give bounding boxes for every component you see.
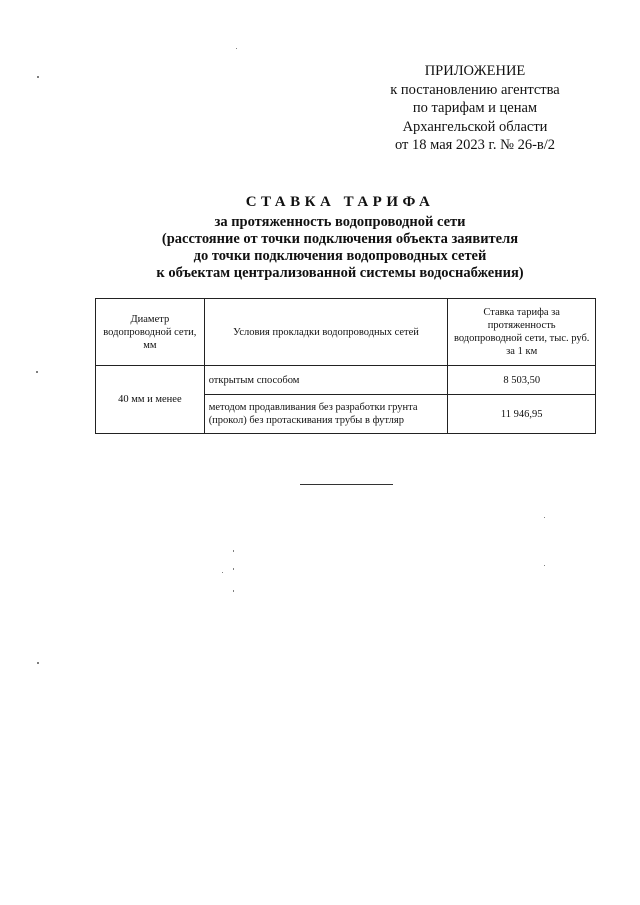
scan-speck — [544, 565, 545, 566]
appendix-date: от 18 мая 2023 г. № 26-в/2 — [394, 137, 556, 153]
appendix-block — [360, 62, 590, 155]
scan-speck — [36, 371, 38, 373]
rate-cell: 8 503,50 — [448, 366, 596, 395]
tariff-table — [95, 298, 596, 434]
condition-cell: методом продавливания без разработки грунта (прокол) без протаскивания трубы в футляр — [204, 395, 448, 434]
title-line: (расстояние от точки подключения объекта заявителя — [161, 231, 519, 247]
appendix-heading: ПРИЛОЖЕНИЕ — [424, 63, 526, 79]
header-conditions: Условия прокладки водопроводных сетей — [204, 299, 448, 366]
appendix-line: Архангельской области — [402, 118, 548, 135]
header-diameter: Диаметр водопроводной сети, мм — [96, 299, 205, 366]
scan-speck — [37, 76, 39, 78]
header-rate: Ставка тарифа за протяженность водопроводной сети, тыс. руб. за 1 км — [448, 299, 596, 366]
diameter-cell: 40 мм и менее — [96, 366, 205, 434]
appendix-line: к постановлению агентства — [390, 81, 560, 98]
table-row — [96, 366, 596, 395]
title-line: до точки подключения водопроводных сетей — [193, 248, 487, 264]
scan-speck — [222, 572, 223, 573]
scan-speck — [233, 568, 234, 570]
title-line: за протяженность водопроводной сети — [214, 214, 466, 230]
end-divider-line — [300, 484, 393, 485]
table-header-row — [96, 299, 596, 366]
appendix-line: по тарифам и ценам — [412, 100, 538, 116]
scan-speck — [233, 550, 234, 552]
scan-speck — [544, 517, 545, 518]
scan-speck — [233, 590, 234, 592]
document-title — [60, 194, 620, 282]
title-line: к объектам централизованной системы водоснабжения) — [156, 265, 524, 281]
scan-speck — [37, 662, 39, 664]
rate-cell: 11 946,95 — [448, 395, 596, 434]
scan-speck — [236, 48, 237, 49]
condition-cell: открытым способом — [204, 366, 448, 395]
title-main: СТАВКА ТАРИФА — [245, 194, 435, 210]
